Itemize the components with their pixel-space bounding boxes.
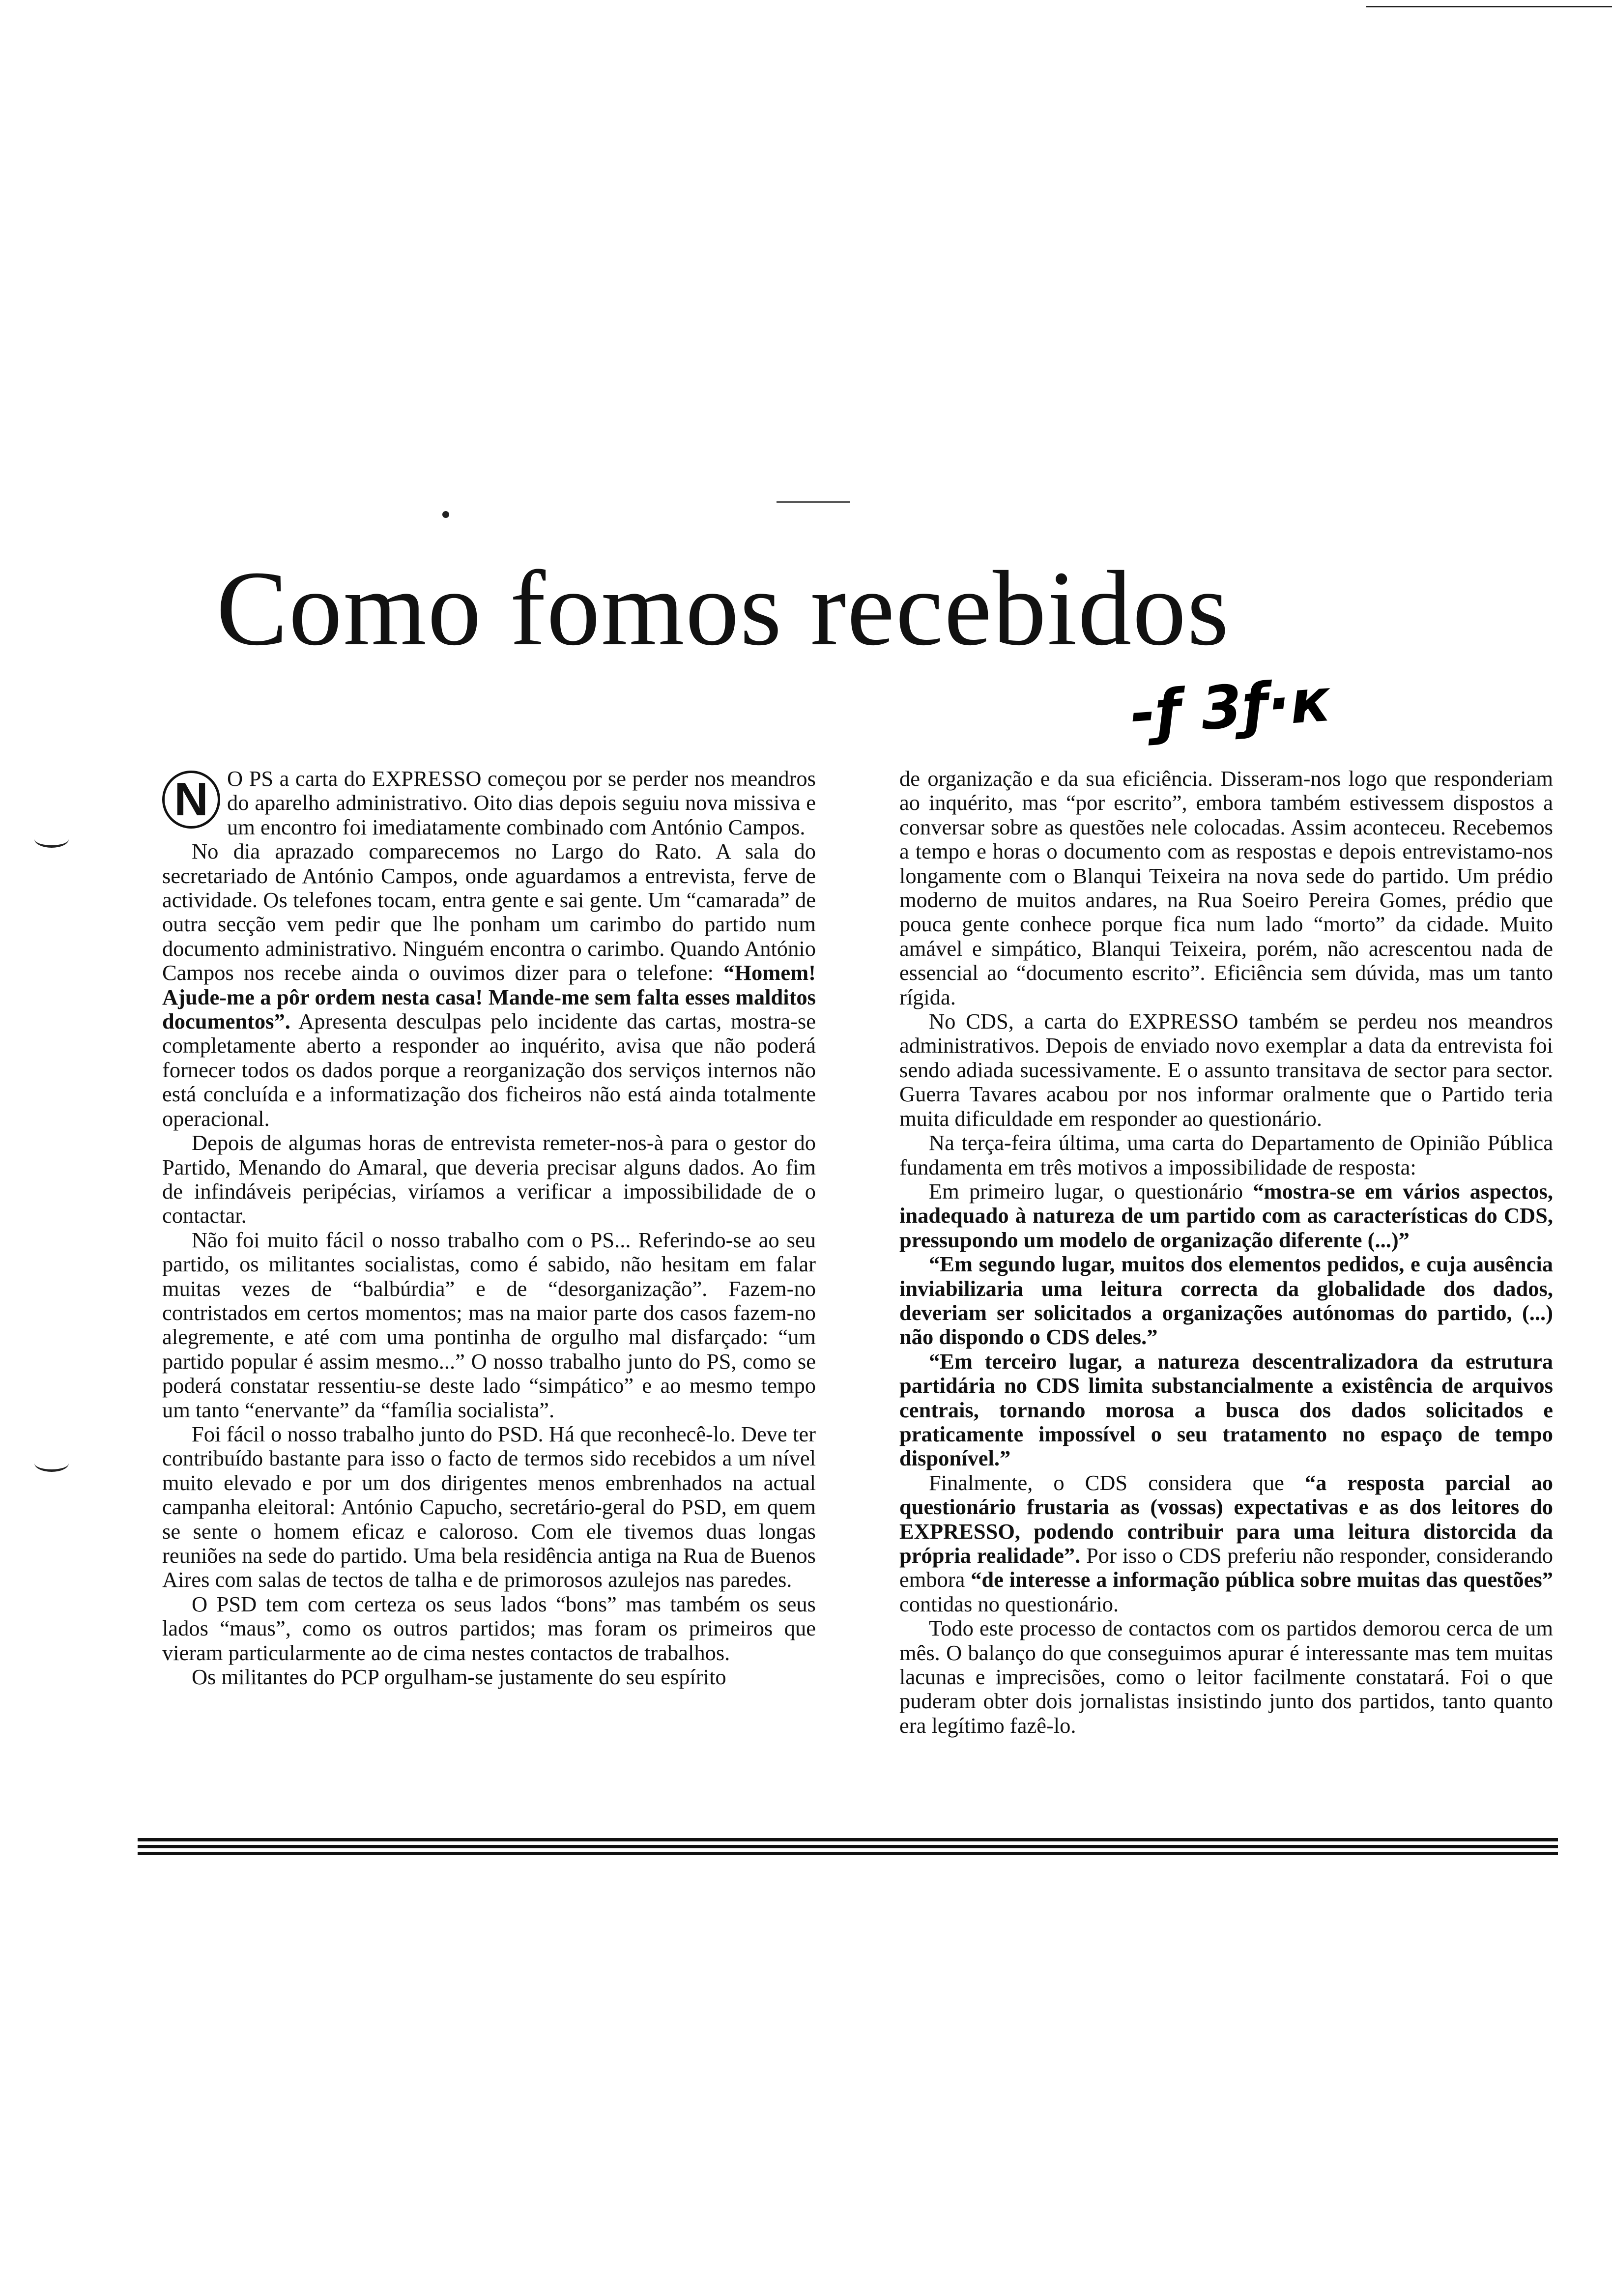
paragraph-text: Todo este processo de contactos com os partidos demorou cerca de um mês. O balanço do que conseguimos apurar é interessante mas tem muitas lacunas e imprecisões, como o leitor facilmente constatará. Foi o que puderam obter dois jornalistas insistindo junto dos partidos, tanto quanto era legítimo fazê-lo. (899, 1616, 1553, 1738)
paragraph (899, 1616, 1553, 1738)
paragraph-text: Foi fácil o nosso trabalho junto do PSD. Há que reconhecê-lo. Deve ter contribuído bastante para isso o facto de termos sido recebidos a um nível muito elevado e por um dos dirigentes menos embrenhados na actual campanha eleitoral: António Capucho, secretário-geral do PSD, em quem se sente o homem eficaz e caloroso. Com ele tivemos duas longas reuniões na sede do partido. Uma bela residência antiga na Rua de Buenos Aires com salas de tectos de talha e de primorosos azulejos nas paredes. (162, 1421, 816, 1592)
quote-bold: “Em segundo lugar, muitos dos elementos pedidos, e cuja ausência inviabilizaria uma leitura correcta da globalidade dos dados, deveriam ser solicitados a organizações autónomas do partido, (...) não dispondo o CDS deles.” (899, 1252, 1553, 1349)
paragraph-text: de organização e da sua eficiência. Disseram-nos logo que responderiam ao inquérito, mas “por escrito”, embora também estivessem dispostos a conversar sobre as questões nele colocadas. Assim aconteceu. Recebemos a tempo e horas o documento com as respostas e depois entrevistamo-nos longamente com o Blanqui Teixeira na nova sede do partido. Um prédio moderno de muitos andares, na Rua Soeiro Pereira Gomes, prédio que pouca gente conhece porque fica num lado “morto” da cidade. Muito amável e simpático, Blanqui Teixeira, porém, não acrescentou nada de essencial ao “documento escrito”. Eficiência sem dúvida, mas um tanto rígida. (899, 766, 1553, 1009)
scan-dash-mark (777, 501, 850, 503)
scan-edge-line (1366, 6, 1612, 7)
article-headline: Como fomos recebidos (216, 549, 1230, 668)
paragraph-text: Depois de algumas horas de entrevista remeter-nos-à para o gestor do Partido, Menando do Amaral, que deveria precisar alguns dados. Ao fim de infindáveis peripécias, viríamos a verificar a impossibilidade de o contactar. (162, 1130, 816, 1228)
right-column (899, 767, 1553, 1774)
paragraph (899, 1131, 1553, 1179)
paragraph (899, 1179, 1553, 1252)
paragraph-text: O PSD tem com certeza os seus lados “bons” mas também os seus lados “maus”, como os outros partidos; mas foram os primeiros que vieram particularmente ao de cima nestes contactos de trabalhos. (162, 1591, 816, 1665)
paragraph-text: Em primeiro lugar, o questionário (929, 1178, 1253, 1204)
paragraph (899, 1252, 1553, 1349)
paragraph-text: contidas no questionário. (899, 1591, 1119, 1616)
scan-dot-mark (442, 511, 449, 518)
paragraph (162, 1592, 816, 1665)
paragraph (162, 839, 816, 1131)
paragraph-text: Não foi muito fácil o nosso trabalho com o PS... Referindo-se ao seu partido, os militantes socialistas, como é sabido, não hesitam em falar muitas vezes de “balbúrdia” e de “desorganização”. Fazem-no contristados em certos momentos; mas na maior parte dos casos fazem-no alegremente, e até com uma pontinha de orgulho mal disfarçado: “um partido popular é assim mesmo...” O nosso trabalho junto do PS, como se poderá constatar ressentiu-se deste lado “simpático” e ao mesmo tempo um tanto “enervante” da “família socialista”. (162, 1227, 816, 1422)
handwritten-annotation: -ƒ 3ƒ·к (1128, 666, 1332, 749)
paragraph-text: Os militantes do PCP orgulham-se justamente do seu espírito (192, 1665, 726, 1690)
dropcap-letter: N (162, 771, 220, 829)
rule-line (138, 1852, 1558, 1855)
paragraph (899, 1009, 1553, 1131)
bottom-rule (138, 1838, 1558, 1859)
quote-bold: “Homem! Ajude-me a pôr ordem nesta casa! Mande-me sem falta esses malditos documentos”. (162, 960, 816, 1034)
rule-line (138, 1838, 1558, 1841)
paragraph (899, 1471, 1553, 1616)
paragraph-text: No CDS, a carta do EXPRESSO também se perdeu nos meandros administrativos. Depois de enviado novo exemplar a data da entrevista foi sendo adiada sucessivamente. E o assunto transitava de sector para sector. Guerra Tavares acabou por nos informar oralmente que o Partido teria muita dificuldade em responder ao questionário. (899, 1009, 1553, 1131)
quote-bold: “a resposta parcial ao questionário frustaria as (vossas) expectativas e as dos leitores do EXPRESSO, podendo contribuir para uma leitura distorcida da própria realidade”. (899, 1470, 1554, 1568)
paragraph-text: Por isso o CDS preferiu não responder, considerando embora (899, 1543, 1553, 1592)
quote-bold: “mostra-se em vários aspectos, inadequado à natureza de um partido com as características do CDS, pressupondo um modelo de organização diferente (...)” (899, 1178, 1553, 1252)
paragraph-text: Na terça-feira última, uma carta do Departamento de Opinião Pública fundamenta em três motivos a impossibilidade de resposta: (899, 1130, 1553, 1179)
paragraph-text: O PS a carta do EXPRESSO começou por se perder nos meandros do aparelho administrativo. Oito dias depois seguiu nova missiva e um encontro foi imediatamente combinado com António Campos. (227, 766, 816, 839)
paragraph (162, 1131, 816, 1228)
paragraph-text: Apresenta desculpas pelo incidente das cartas, mostra-se completamente aberto a responder ao inquérito, avisa que não poderá fornecer todos os dados porque a reorganização dos serviços internos não está concluída e a informatização dos ficheiros não está ainda totalmente operacional. (162, 1009, 816, 1131)
paragraph-text: Finalmente, o CDS considera que (929, 1470, 1305, 1495)
paragraph (162, 1665, 816, 1689)
paragraph (162, 1228, 816, 1422)
article-body (162, 767, 1553, 1774)
quote-bold: “de interesse a informação pública sobre muitas das questões” (971, 1567, 1553, 1592)
left-column (162, 767, 816, 1774)
paragraph (899, 1349, 1553, 1471)
paragraph (899, 767, 1553, 1009)
paragraph (162, 1422, 816, 1592)
quote-bold: “Em terceiro lugar, a natureza descentralizadora da estrutura partidária no CDS limita substancialmente a existência de arquivos centrais, tornando morosa a busca dos dados solicitados e praticamente impossível o seu tratamento no espaço de tempo disponível.” (899, 1349, 1553, 1471)
margin-pencil-mark (34, 831, 69, 848)
rule-line (138, 1845, 1558, 1848)
margin-pencil-mark (34, 1455, 69, 1472)
paragraph-text: No dia aprazado comparecemos no Largo do Rato. A sala do secretariado de António Campos, onde aguardamos a entrevista, ferve de actividade. Os telefones tocam, entra gente e sai gente. Um “camarada” de outra secção vem pedir que lhe ponham um carimbo do partido num documento administrativo. Ninguém encontra o carimbo. Quando António Campos nos recebe ainda o ouvimos dizer para o telefone: (162, 839, 816, 985)
paragraph (162, 767, 816, 839)
